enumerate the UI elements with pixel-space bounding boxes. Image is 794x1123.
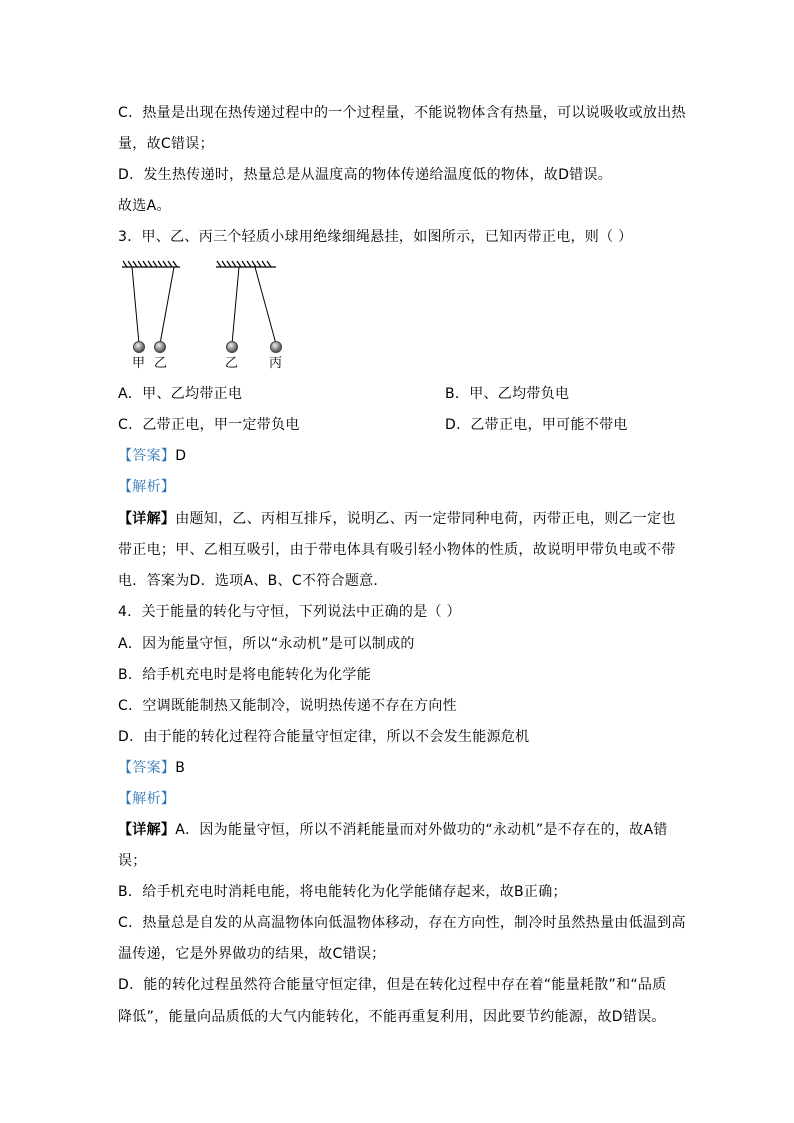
option-b: B．甲、乙均带负电: [445, 386, 570, 402]
label-yi: 乙: [225, 356, 239, 370]
answer-value: B: [175, 760, 186, 776]
detail-line: 降低”，能量向品质低的大气内能转化，不能再重复利用，因此要节约能源，故D错误。: [118, 1009, 666, 1025]
ceiling-right: [216, 261, 276, 267]
answer-line: [118, 759, 185, 777]
answer-tag: 【答案】: [118, 760, 176, 776]
label-jia: 甲: [132, 356, 146, 370]
ball-yi: [155, 342, 166, 353]
label-bing: 丙: [269, 356, 283, 370]
detail-line: D．能的转化过程虽然符合能量守恒定律，但是在转化过程中存在着“能量耗散”和“品质: [118, 977, 667, 993]
detail-line: 带正电；甲、乙相互吸引，由于带电体具有吸引轻小物体的性质，故说明甲带负电或不带: [118, 542, 676, 558]
option-b: B．给手机充电时是将电能转化为化学能: [118, 667, 372, 683]
detail-line: C．热量总是自发的从高温物体向低温物体移动，存在方向性，制冷时虽然热量由低温到高: [118, 915, 686, 931]
detail-line: [118, 821, 668, 839]
label-yi: 乙: [154, 356, 168, 370]
detail-line: 电．答案为D．选项A、B、C不符合题意．: [118, 573, 388, 589]
ceiling-left: [122, 261, 180, 267]
ball-jia: [134, 342, 145, 353]
answer-line: [118, 447, 186, 465]
answer-tag: 【答案】: [118, 448, 176, 464]
option-a: A．甲、乙均带正电: [118, 386, 243, 402]
text-line: C．热量是出现在热传递过程中的一个过程量，不能说物体含有热量，可以说吸收或放出热: [118, 105, 686, 121]
detail-text: 由题知，乙、丙相互排斥，说明乙、丙一定带同种电荷，丙带正电，则乙一定也: [175, 511, 676, 527]
option-a: A．因为能量守恒，所以“永动机”是可以制成的: [118, 636, 415, 652]
option-d: D．由于能的转化过程符合能量守恒定律，所以不会发生能源危机: [118, 729, 530, 745]
pendulum-figure: [118, 255, 298, 370]
option-c: C．乙带正电，甲一定带负电: [118, 417, 300, 433]
detail-tag: 【详解】: [118, 822, 176, 838]
detail-line: 温传递，它是外界做功的结果，故C错误；: [118, 946, 386, 962]
option-c: C．空调既能制热又能制冷，说明热传递不存在方向性: [118, 698, 457, 714]
ball-yi: [227, 342, 238, 353]
detail-line: B．给手机充电时消耗电能，将电能转化为化学能储存起来，故B正确；: [118, 884, 567, 900]
question-4-stem: 4．关于能量的转化与守恒，下列说法中正确的是（ ）: [118, 604, 461, 620]
detail-line: [118, 510, 676, 528]
text-line: 故选A。: [118, 198, 171, 214]
detail-text: A．因为能量守恒，所以不消耗能量而对外做功的“永动机”是不存在的，故A错: [175, 822, 668, 838]
question-3-stem: 3．甲、乙、丙三个轻质小球用绝缘细绳悬挂，如图所示，已知丙带正电，则（ ）: [118, 229, 633, 245]
analysis-tag: 【解析】: [118, 791, 176, 807]
text-line: D．发生热传递时，热量总是从温度高的物体传递给温度低的物体，故D错误。: [118, 167, 613, 183]
option-d: D．乙带正电，甲可能不带电: [445, 417, 628, 433]
analysis-tag: 【解析】: [118, 479, 176, 495]
answer-value: D: [175, 448, 187, 464]
ball-bing: [271, 342, 282, 353]
text-line: 量，故C错误；: [118, 136, 214, 152]
detail-tag: 【详解】: [118, 511, 176, 527]
detail-line: 误；: [118, 853, 147, 869]
